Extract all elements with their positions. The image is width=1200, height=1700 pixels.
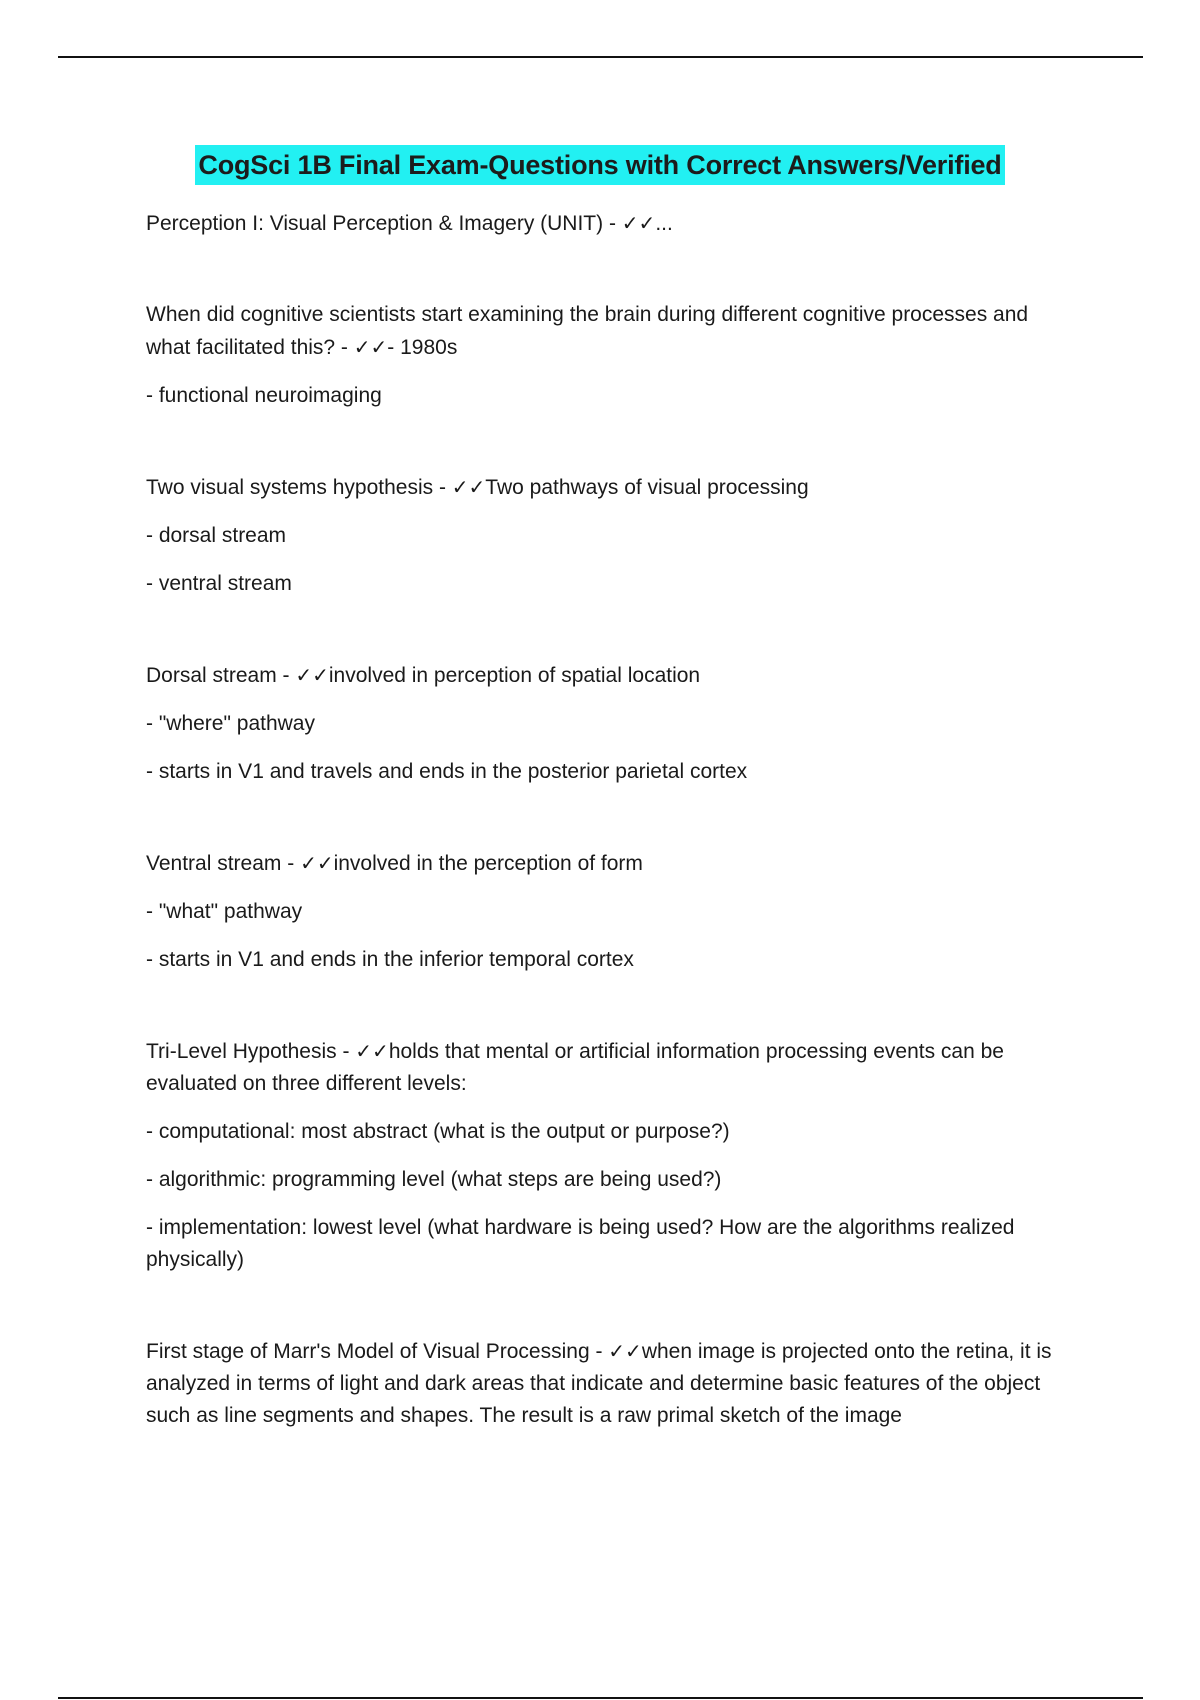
qa-bullet: - dorsal stream bbox=[146, 524, 287, 547]
qa-bullet: - starts in V1 and ends in the inferior temporal cortex bbox=[146, 948, 634, 971]
unit-heading-ellipsis: ... bbox=[655, 212, 673, 235]
qa-bullet: - algorithmic: programming level (what steps are being used?) bbox=[146, 1168, 722, 1191]
top-divider bbox=[58, 56, 1143, 58]
qa-question-line bbox=[146, 299, 1066, 364]
qa-question: First stage of Marr's Model of Visual Processing - bbox=[146, 1340, 609, 1363]
qa-bullet: - functional neuroimaging bbox=[146, 384, 382, 407]
qa-answer: Two pathways of visual processing bbox=[485, 476, 809, 499]
qa-item bbox=[146, 1335, 1066, 1432]
double-check-icon: ✓✓ bbox=[300, 851, 334, 875]
qa-question-line bbox=[146, 1035, 1066, 1100]
qa-item bbox=[146, 1035, 1066, 1276]
qa-item bbox=[146, 299, 1066, 412]
double-check-icon: ✓✓ bbox=[451, 475, 486, 499]
unit-heading bbox=[146, 207, 1066, 240]
qa-item bbox=[146, 471, 1066, 600]
qa-answer: holds that mental or artificial information processing events can be evaluated on three different levels: bbox=[146, 1040, 1004, 1095]
qa-answer: - 1980s bbox=[387, 336, 458, 359]
qa-item bbox=[146, 659, 1066, 788]
qa-question-line bbox=[146, 471, 1066, 504]
qa-question: When did cognitive scientists start examining the brain during different cognitive processes and what facilitated this? - bbox=[146, 303, 1029, 359]
qa-bullet: - starts in V1 and travels and ends in the posterior parietal cortex bbox=[146, 760, 748, 783]
unit-heading-text: Perception I: Visual Perception & Imagery (UNIT) - bbox=[146, 212, 622, 235]
double-check-icon: ✓✓ bbox=[295, 663, 329, 687]
qa-answer: when image is projected onto the retina, it is analyzed in terms of light and dark areas that indicate and determine basic features of the object such as line segments and shapes. The result is a raw primal sketch of the image bbox=[146, 1340, 1052, 1427]
qa-question-line bbox=[146, 847, 1066, 880]
title-block bbox=[0, 145, 1200, 185]
qa-item bbox=[146, 847, 1066, 976]
qa-question: Tri-Level Hypothesis - bbox=[146, 1040, 356, 1063]
qa-bullet: - "where" pathway bbox=[146, 712, 315, 735]
qa-bullet: - ventral stream bbox=[146, 572, 292, 595]
double-check-icon: ✓✓ bbox=[621, 211, 656, 235]
page-title: CogSci 1B Final Exam-Questions with Correct Answers/Verified bbox=[195, 145, 1004, 185]
qa-question: Ventral stream - bbox=[146, 852, 301, 875]
bottom-divider bbox=[58, 1697, 1143, 1699]
double-check-icon: ✓✓ bbox=[353, 335, 388, 359]
document-body bbox=[146, 207, 1066, 1432]
qa-question: Two visual systems hypothesis - bbox=[146, 476, 452, 499]
qa-question-line bbox=[146, 659, 1066, 692]
qa-answer: involved in perception of spatial location bbox=[328, 664, 701, 687]
double-check-icon: ✓✓ bbox=[608, 1339, 642, 1363]
qa-question-line bbox=[146, 1335, 1066, 1432]
qa-bullet: - implementation: lowest level (what hardware is being used? How are the algorithms realized physically) bbox=[146, 1216, 1015, 1271]
qa-question: Dorsal stream - bbox=[146, 664, 296, 687]
double-check-icon: ✓✓ bbox=[355, 1039, 389, 1063]
qa-bullet: - "what" pathway bbox=[146, 900, 303, 923]
qa-bullet: - computational: most abstract (what is the output or purpose?) bbox=[146, 1120, 730, 1143]
qa-answer: involved in the perception of form bbox=[333, 852, 643, 875]
